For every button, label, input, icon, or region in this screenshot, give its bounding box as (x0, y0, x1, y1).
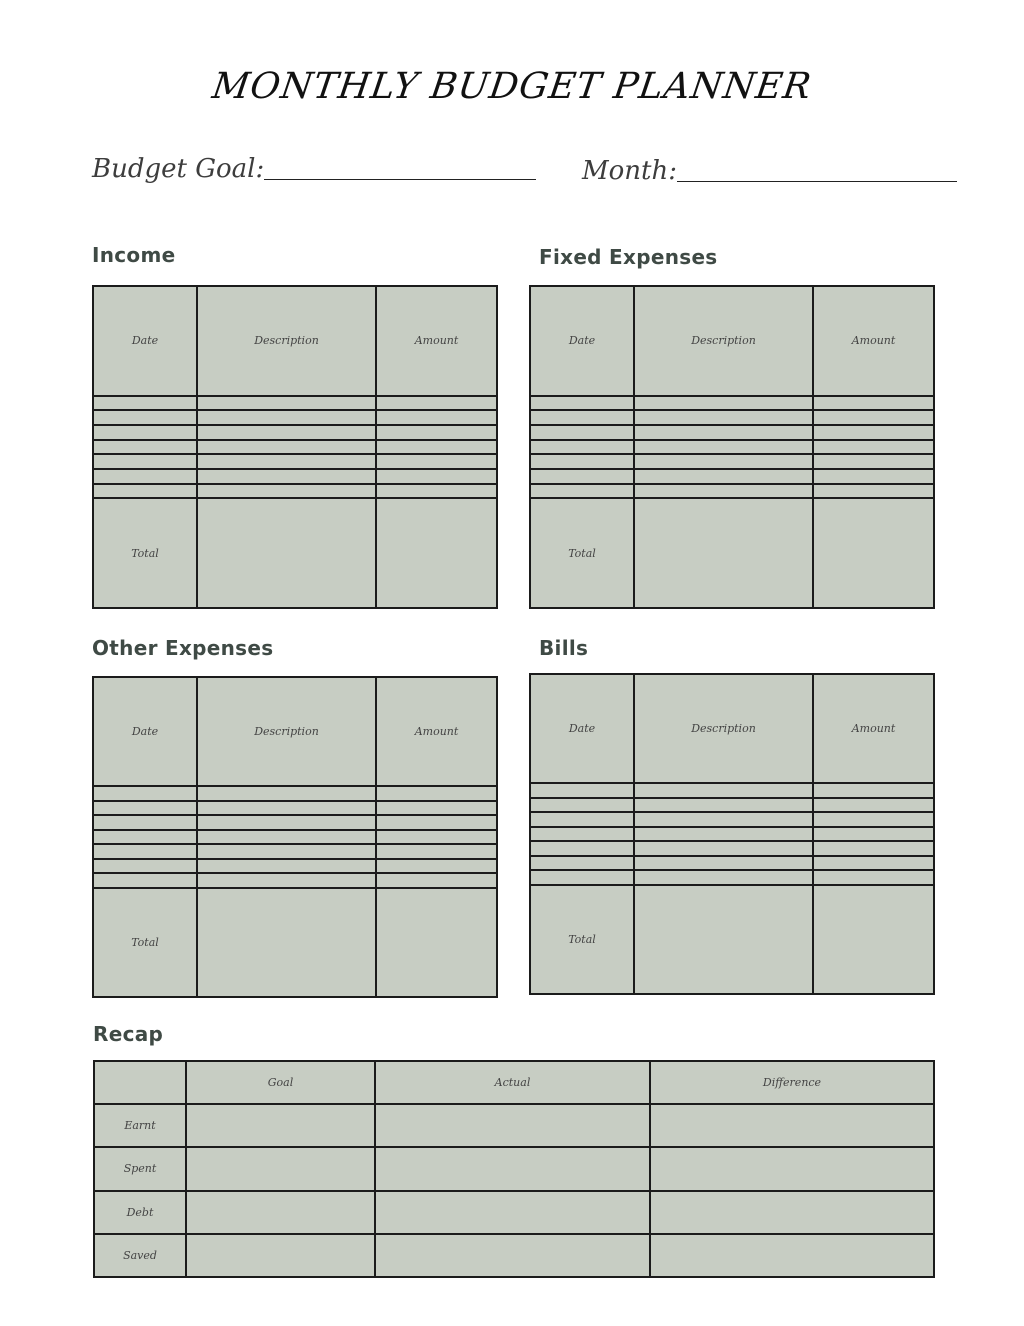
entry-cell[interactable] (93, 786, 197, 801)
table-row (530, 827, 934, 842)
table-row (93, 830, 497, 845)
entry-cell[interactable] (197, 396, 376, 411)
entry-cell[interactable] (197, 873, 376, 888)
total-cell[interactable] (634, 498, 813, 608)
entry-cell[interactable] (376, 454, 497, 469)
recap-entry-cell[interactable] (186, 1234, 375, 1277)
other-expenses-title: Other Expenses (92, 636, 274, 660)
column-header: Description (634, 674, 813, 783)
total-cell[interactable] (197, 498, 376, 608)
entry-cell[interactable] (376, 410, 497, 425)
budget-goal-input-line[interactable] (264, 178, 536, 180)
recap-entry-cell[interactable] (375, 1191, 650, 1234)
entry-cell[interactable] (376, 844, 497, 859)
recap-title: Recap (93, 1022, 164, 1046)
entry-cell[interactable] (376, 425, 497, 440)
column-header: Date (530, 286, 634, 396)
entry-cell[interactable] (813, 454, 934, 469)
recap-entry-cell[interactable] (375, 1104, 650, 1147)
entry-cell[interactable] (93, 469, 197, 484)
table-row (530, 856, 934, 871)
entry-cell[interactable] (634, 396, 813, 411)
total-label: Total (530, 885, 634, 994)
recap-entry-cell[interactable] (650, 1234, 934, 1277)
entry-cell[interactable] (530, 396, 634, 411)
entry-cell[interactable] (93, 425, 197, 440)
entry-cell[interactable] (813, 827, 934, 842)
table-row (530, 783, 934, 798)
budget-goal-field (92, 156, 536, 182)
entry-cell[interactable] (634, 425, 813, 440)
table-row (93, 859, 497, 874)
entry-cell[interactable] (813, 812, 934, 827)
entry-cell[interactable] (197, 801, 376, 816)
entry-cell[interactable] (93, 815, 197, 830)
total-cell[interactable] (197, 888, 376, 997)
table-header-row (93, 286, 497, 396)
entry-cell[interactable] (197, 844, 376, 859)
entry-cell[interactable] (530, 783, 634, 798)
entry-cell[interactable] (813, 469, 934, 484)
entry-cell[interactable] (376, 786, 497, 801)
table-row (93, 786, 497, 801)
total-label: Total (93, 498, 197, 608)
entry-cell[interactable] (813, 440, 934, 455)
entry-cell[interactable] (530, 841, 634, 856)
table-row (93, 425, 497, 440)
entry-cell[interactable] (530, 425, 634, 440)
entry-cell[interactable] (197, 484, 376, 499)
recap-column-header (94, 1061, 186, 1104)
fixed-expenses-table (529, 285, 935, 609)
bills-title: Bills (539, 636, 589, 660)
total-label: Total (530, 498, 634, 608)
entry-cell[interactable] (197, 786, 376, 801)
month-label: Month: (582, 156, 677, 186)
recap-row-label: Debt (94, 1191, 186, 1234)
entry-cell[interactable] (376, 830, 497, 845)
entry-cell[interactable] (530, 440, 634, 455)
entry-cell[interactable] (634, 812, 813, 827)
month-field (582, 158, 957, 184)
entry-cell[interactable] (93, 873, 197, 888)
recap-row-label: Spent (94, 1147, 186, 1190)
recap-entry-cell[interactable] (650, 1104, 934, 1147)
column-header: Description (197, 677, 376, 786)
recap-row (94, 1191, 934, 1234)
total-cell[interactable] (813, 498, 934, 608)
entry-cell[interactable] (376, 859, 497, 874)
entry-cell[interactable] (813, 783, 934, 798)
entry-cell[interactable] (197, 469, 376, 484)
table-row (93, 440, 497, 455)
entry-cell[interactable] (634, 484, 813, 499)
total-row (530, 498, 934, 608)
entry-cell[interactable] (197, 815, 376, 830)
table-row (93, 801, 497, 816)
entry-cell[interactable] (197, 454, 376, 469)
recap-entry-cell[interactable] (375, 1234, 650, 1277)
entry-cell[interactable] (634, 827, 813, 842)
table-row (530, 841, 934, 856)
entry-cell[interactable] (376, 815, 497, 830)
total-cell[interactable] (813, 885, 934, 994)
entry-cell[interactable] (813, 410, 934, 425)
table-row (93, 454, 497, 469)
entry-cell[interactable] (634, 841, 813, 856)
entry-cell[interactable] (813, 484, 934, 499)
total-cell[interactable] (376, 498, 497, 608)
table-row (530, 484, 934, 499)
table-header-row (530, 674, 934, 783)
table-row (530, 454, 934, 469)
recap-column-header: Difference (650, 1061, 934, 1104)
table-row (530, 870, 934, 885)
recap-column-header: Goal (186, 1061, 375, 1104)
table-row (530, 812, 934, 827)
entry-cell[interactable] (197, 425, 376, 440)
table-row (530, 798, 934, 813)
column-header: Date (93, 677, 197, 786)
budget-goal-label: Budget Goal: (92, 154, 265, 184)
entry-cell[interactable] (93, 396, 197, 411)
fixed-expenses-title: Fixed Expenses (539, 245, 718, 269)
table-row (530, 425, 934, 440)
column-header: Description (634, 286, 813, 396)
table-row (93, 873, 497, 888)
column-header: Amount (376, 677, 497, 786)
table-row (93, 469, 497, 484)
table-header-row (93, 677, 497, 786)
table-row (93, 396, 497, 411)
table-row (93, 410, 497, 425)
entry-cell[interactable] (530, 469, 634, 484)
entry-cell[interactable] (634, 783, 813, 798)
entry-cell[interactable] (634, 454, 813, 469)
entry-cell[interactable] (197, 410, 376, 425)
recap-entry-cell[interactable] (186, 1147, 375, 1190)
total-cell[interactable] (634, 885, 813, 994)
page-title: MONTHLY BUDGET PLANNER (209, 66, 815, 107)
entry-cell[interactable] (93, 454, 197, 469)
entry-cell[interactable] (93, 844, 197, 859)
entry-cell[interactable] (376, 801, 497, 816)
column-header: Description (197, 286, 376, 396)
entry-cell[interactable] (376, 396, 497, 411)
entry-cell[interactable] (197, 859, 376, 874)
total-row (93, 498, 497, 608)
entry-cell[interactable] (530, 827, 634, 842)
entry-cell[interactable] (634, 410, 813, 425)
entry-cell[interactable] (530, 812, 634, 827)
entry-cell[interactable] (530, 856, 634, 871)
entry-cell[interactable] (530, 870, 634, 885)
entry-cell[interactable] (634, 856, 813, 871)
column-header: Amount (813, 674, 934, 783)
entry-cell[interactable] (813, 425, 934, 440)
column-header: Amount (813, 286, 934, 396)
entry-cell[interactable] (813, 396, 934, 411)
entry-cell[interactable] (813, 856, 934, 871)
column-header: Amount (376, 286, 497, 396)
entry-cell[interactable] (93, 440, 197, 455)
entry-cell[interactable] (197, 440, 376, 455)
total-label: Total (93, 888, 197, 997)
entry-cell[interactable] (634, 870, 813, 885)
entry-cell[interactable] (93, 801, 197, 816)
recap-entry-cell[interactable] (375, 1147, 650, 1190)
table-row (93, 484, 497, 499)
table-row (530, 396, 934, 411)
recap-entry-cell[interactable] (650, 1147, 934, 1190)
entry-cell[interactable] (634, 469, 813, 484)
total-row (93, 888, 497, 997)
income-title: Income (92, 243, 176, 267)
entry-cell[interactable] (376, 440, 497, 455)
entry-cell[interactable] (530, 484, 634, 499)
entry-cell[interactable] (376, 469, 497, 484)
table-row (530, 440, 934, 455)
entry-cell[interactable] (93, 484, 197, 499)
recap-entry-cell[interactable] (186, 1104, 375, 1147)
entry-cell[interactable] (813, 798, 934, 813)
recap-header-row (94, 1061, 934, 1104)
column-header: Date (530, 674, 634, 783)
entry-cell[interactable] (634, 798, 813, 813)
recap-row (94, 1147, 934, 1190)
entry-cell[interactable] (813, 870, 934, 885)
entry-cell[interactable] (93, 410, 197, 425)
recap-row-label: Earnt (94, 1104, 186, 1147)
table-row (530, 469, 934, 484)
entry-cell[interactable] (376, 873, 497, 888)
entry-cell[interactable] (813, 841, 934, 856)
recap-entry-cell[interactable] (186, 1191, 375, 1234)
total-row (530, 885, 934, 994)
recap-row-label: Saved (94, 1234, 186, 1277)
table-row (530, 410, 934, 425)
entry-cell[interactable] (530, 410, 634, 425)
recap-row (94, 1234, 934, 1277)
entry-cell[interactable] (197, 830, 376, 845)
table-row (93, 815, 497, 830)
table-row (93, 844, 497, 859)
entry-cell[interactable] (530, 454, 634, 469)
column-header: Date (93, 286, 197, 396)
entry-cell[interactable] (530, 798, 634, 813)
entry-cell[interactable] (376, 484, 497, 499)
total-cell[interactable] (376, 888, 497, 997)
recap-table (93, 1060, 935, 1278)
recap-row (94, 1104, 934, 1147)
other-expenses-table (92, 676, 498, 998)
income-table (92, 285, 498, 609)
bills-table (529, 673, 935, 995)
recap-entry-cell[interactable] (650, 1191, 934, 1234)
entry-cell[interactable] (93, 859, 197, 874)
table-header-row (530, 286, 934, 396)
entry-cell[interactable] (634, 440, 813, 455)
recap-column-header: Actual (375, 1061, 650, 1104)
month-input-line[interactable] (677, 180, 957, 182)
entry-cell[interactable] (93, 830, 197, 845)
